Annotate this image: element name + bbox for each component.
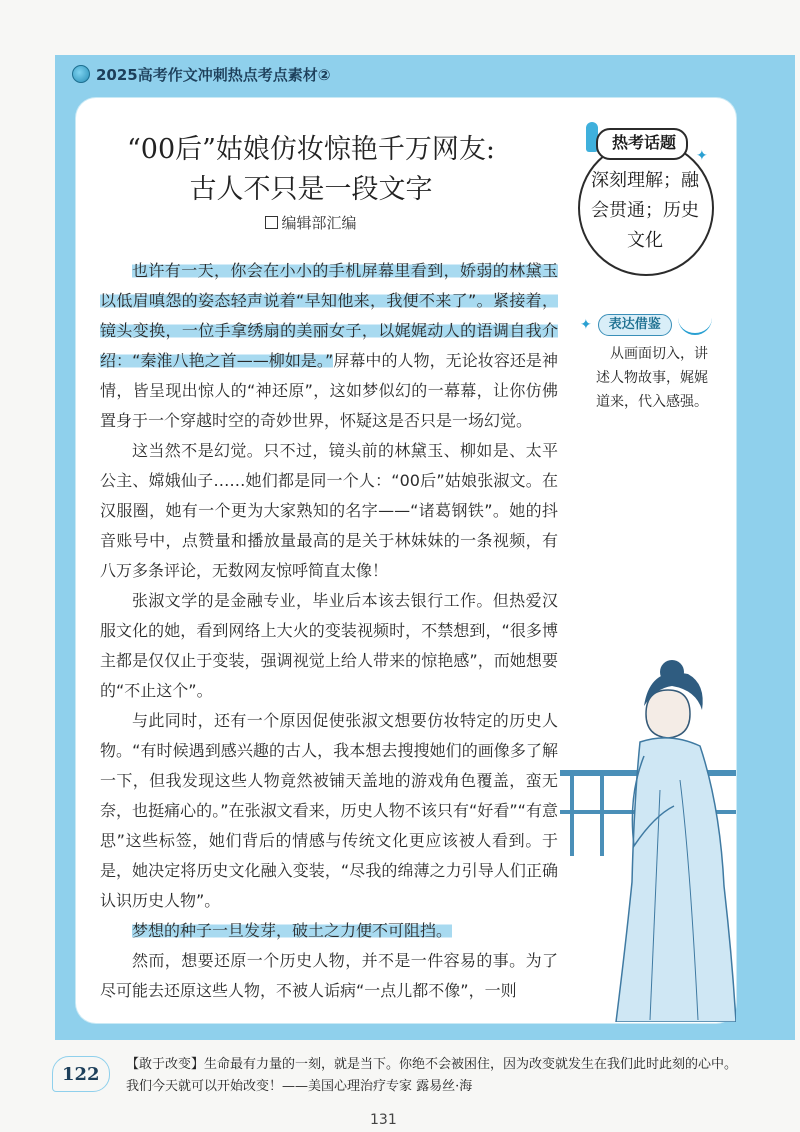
expression-text: 从画面切入，讲述人物故事，娓娓道来，代入感强。 (596, 346, 708, 410)
expression-label (580, 314, 712, 336)
hot-topic-text: 深刻理解；融会贯通；历史文化 (591, 170, 699, 251)
sparkle-icon: ✦ (580, 317, 592, 333)
woman-illustration (560, 660, 736, 1022)
bottom-page-number: 131 (370, 1112, 397, 1128)
header-title: 2025高考作文冲刺热点考点素材② (96, 65, 331, 84)
paragraph-1-rest: 屏幕中的人物，无论妆容还是神情，皆呈现出惊人的“神还原”，这如梦似幻的一幕幕，让你仿佛置身于一个穿越时空的奇妙世界，怀疑这是否只是一场幻觉。 (100, 351, 558, 430)
paragraph-5 (100, 916, 558, 946)
railing-post (570, 776, 574, 856)
expression-label-text: 表达借鉴 (598, 314, 672, 336)
editor-label: 编辑部汇编 (281, 214, 357, 232)
article-title-line2: 古人不只是一段文字 (189, 174, 433, 205)
paragraph-1 (100, 256, 558, 436)
sparkle-icon: ✦ (696, 148, 708, 164)
paragraph-3: 张淑文学的是金融专业，毕业后本该去银行工作。但热爱汉服文化的她，看到网络上大火的变装视频时，不禁想到，“很多博主都是仅仅止于变装，强调视觉上给人带来的惊艳感”，而她想要的“不止这个”。 (100, 591, 558, 700)
article-body (100, 256, 558, 1006)
article-editor (0, 212, 622, 233)
footer-quote: 【敢于改变】生命最有力量的一刻，就是当下。你绝不会被困住，因为改变就发生在我们此时此刻的心中。我们今天就可以开始改变！——美国心理治疗专家 露易丝·海 (126, 1057, 738, 1094)
face-shape (646, 690, 690, 738)
article-title-line1: “00后”姑娘仿妆惊艳千万网友: (126, 134, 496, 165)
page-number: 122 (62, 1064, 100, 1085)
paragraph-2: 这当然不是幻觉。只不过，镜头前的林黛玉、柳如是、太平公主、嫦娥仙子……她们都是同一个人：“00后”姑娘张淑文。在汉服圈，她有一个更为大家熟知的名字——“诸葛钢铁”。她的抖音账号中，点赞量和播放量最高的是关于林妹妹的一条视频，有八万多条评论，无数网友惊呼简直太像！ (100, 441, 558, 580)
hair-bun (660, 660, 684, 684)
paragraph-4: 与此同时，还有一个原因促使张淑文想要仿妆特定的历史人物。“有时候遇到感兴趣的古人，我本想去搜搜她们的画像多了解一下，但我发现这些人物竟然被铺天盖地的游戏角色覆盖，蛮无奈，也挺痛心的。”在张淑文看来，历史人物不该只有“好看”“有意思”这些标签，她们背后的情感与传统文化更应该被人看到。于是，她决定将历史文化融入变装，“尽我的绵薄之力引导人们正确认识历史人物”。 (100, 711, 558, 910)
page-header (72, 62, 330, 86)
dress-shape (616, 738, 736, 1022)
article-title (0, 130, 622, 210)
hot-topic-badge (578, 122, 718, 262)
hot-topic-label: 热考话题 (596, 128, 688, 160)
globe-icon (72, 65, 90, 83)
railing-post (600, 776, 604, 856)
square-box-icon (265, 216, 278, 229)
paragraph-5-highlight: 梦想的种子一旦发芽，破土之力便不可阻挡。 (132, 921, 453, 940)
paragraph-6: 然而，想要还原一个历史人物，并不是一件容易的事。为了尽可能去还原这些人物，不被人诟病“一点儿都不像”，一则 (100, 951, 558, 1000)
paragraph-1-highlight: 也许有一天，你会在小小的手机屏幕里看到，娇弱的林黛玉以低眉嗔怨的姿态轻声说着“早知他来，我便不来了”。紧接着，镜头变换，一位手拿绣扇的美丽女子，以娓娓动人的语调自我介绍：“秦淮八艳之首——柳如是。” (100, 261, 558, 370)
wave-decoration-icon (678, 315, 712, 335)
